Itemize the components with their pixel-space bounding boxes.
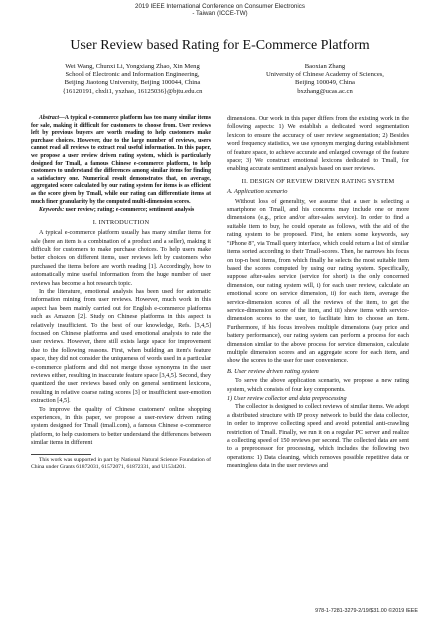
author-block-right (245, 63, 405, 96)
author-names: Wei Wang, Chunxi Li, Yongxiang Zhao, Xin Meng (65, 63, 200, 70)
paper-title: User Review based Rating for E-Commerce Platform (70, 38, 370, 53)
right-column (227, 115, 409, 471)
author-department: School of Electronic and Information Engineering, (65, 71, 200, 79)
rating-system-paragraph: To serve the above application scenario, we propose a new rating system, which consists of four key components. (227, 377, 409, 393)
subsection-heading-rating-system: B. User review driven rating system (227, 367, 319, 375)
author-city: Beijing 100049, China (295, 79, 355, 87)
author-block-left (40, 63, 225, 96)
funding-footnote: This work was supported in part by National Natural Science Foundation of China under Grants 61872031, 61572071, 61872331, and U1534201. (31, 456, 211, 470)
author-organization: Beijing Jiaotong University, Beijing 100044, China (64, 79, 201, 87)
section-heading-design: II. DESIGN OF REVIEW DRIVEN RATING SYSTEM (241, 177, 395, 185)
collector-paragraph: The collector is designed to collect reviews of similar items. We adopt a distributed structure with IP proxy network to build the data collector, in order to improve collecting speed and avoid potential anti-crawling restriction of Tmall. Finally, we run it on a regular PC server and realize a collecting speed of 150 reviews per second. The collected data are sent to a preprocessor for processing, which includes the following two operations: 1) Data cleaning, which removes possible repetitive data or meaningless data in the user reviews and (227, 403, 409, 470)
conference-header-line2: - Taiwan (ICCE-TW) (192, 10, 248, 18)
scenario-paragraph: Without loss of generality, we assume that a user is selecting a smartphone on Tmall, and his concerns may include one or more dimensions (e.g., price and/or after-sales service). In order to find a suitable item to buy, he could operate as follows, with the aid of the rating system to be proposed. First, he enters some keywords, say "iPhone 8", via Tmall query interface, which could return a list of similar items sorted according to their Tmall-scores. Then, he narrows his focus on top-n best items, from which finally he selects the most suitable item based the scores computed by using our rating system. Specifically, suppose after-sales service (service for short) is the only concerned dimension, our rating system will, i) for each user review, calculate an emotional score on service dimension, ii) for each item, average the service-dimension scores of all the reviews of the item, to get the service-dimension score of the item, and iii) show items with service-dimension scores to the user, to facilitate him to choose an item. Furthermore, if his focus involves multiple dimensions (say price and battery performance), our rating system can perform a process for each dimension similar to the above process for service dimension, calculate multiple dimension scores and an aggregate score for each item, and show the scores to the user for user convenience. (227, 197, 409, 365)
author-organization: University of Chinese Academy of Sciences, (266, 71, 384, 79)
abstract-lead: Abstract (39, 115, 59, 121)
intro-paragraph-1: A typical e-commerce platform usually has many similar items for sale (here an item is a combination of a product and a seller), making it difficult for customers to make purchase choices. To help users make better choices on different items, user reviews left by customers who purchased the items before are worth reading [1]. Accordingly, how to automatically mine useful information from the huge number of user reviews has become a hot research topic. (31, 229, 211, 287)
abstract (31, 115, 211, 206)
section-heading-introduction: I. INTRODUCTION (92, 218, 150, 226)
author-email: bxzhang@ucas.ac.cn (297, 87, 353, 95)
intro-paragraph-3: To improve the quality of Chinese customers' online shopping experiences, in this paper, we propose a user-review driven rating system designed for Tmall (tmall.com), a famous Chinese e-commerce platform, to help customers to better understand the differences between similar items in different (31, 405, 211, 447)
copyright-footer: 978-1-7281-3279-2/19/$31.00 ©2019 IEEE (315, 608, 418, 614)
author-emails: {16120191, chxli1, yxzhao, 16125036}@bjtu.edu.cn (62, 87, 203, 95)
keywords-lead: Keywords: (39, 207, 65, 214)
keywords (31, 207, 211, 215)
contributions-paragraph: dimensions. Our work in this paper differs from the existing work in the following aspects: 1) We establish a dedicated word segmentation lexicon to ensure the accuracy of user review segmentation; 2) Besides word frequency statistics, we use synonym merging during establishment of feature space, to achieve accurate and enlarged coverage of the feature space; 3) We construct emotional lexicons dedicated to Tmall, for enabling accurate sentiment analysis based on user reviews. (227, 115, 409, 173)
abstract-body: —A typical e-commerce platform has too many similar items for sale, making it difficult for customers to choose from. User reviews left by previous buyers are worth reading to help customers make purchase choices. However, due to the large number of reviews, users cannot read all reviews to extract real useful information. In this paper, we propose a user review driven rating system, which is particularly designed for Tmall, a famous Chinese e-commerce platform, to help customers to understand the differences among similar items for finding a satisfactory one. Numerical result demonstrates that, on average, aggregated score calculated by our rating system for items is as efficient as the score given by Tmall, while our rating can differentiate items at much finer granularity by the computed multi-dimension scores. (31, 115, 211, 205)
footnote-divider (31, 454, 91, 455)
keywords-body: user review; rating; e-commerce; sentiment analysis (65, 207, 195, 214)
left-column (31, 115, 211, 471)
intro-paragraph-2: In the literature, emotional analysis has been used for automatic information mining from user reviews. However, much work in this aspect has been mainly carried out for English e-commerce platforms such as Amazon [2]. Study on Chinese platforms in this aspect is relatively insufficient. To the best of our knowledge, Refs. [3,4,5] focused on Chinese platforms and used emotional analysis to rate the user reviews. However, there still exists large space for improvement due to the following reasons. First, when building an item's feature space, they did not consider the uniqueness of words used in a particular e-commerce platform and did not merge those synonyms in the user reviews either, resulting in inaccurate feature space [3,4,5]. Second, they quantized the user reviews based only on general sentiment lexicons, resulting in relative coarse rating scores [3] or insufficient user-emotion extraction [4,5]. (31, 287, 211, 405)
conference-header-line1: 2019 IEEE International Conference on Consumer Electronics (135, 3, 305, 10)
author-name: Baoxian Zhang (304, 63, 346, 70)
subsection-heading-scenario: A. Application scenario (227, 188, 288, 196)
conference-header (0, 3, 440, 18)
subsubsection-heading-collector: 1) User review collector and data preprocessing (227, 395, 347, 402)
